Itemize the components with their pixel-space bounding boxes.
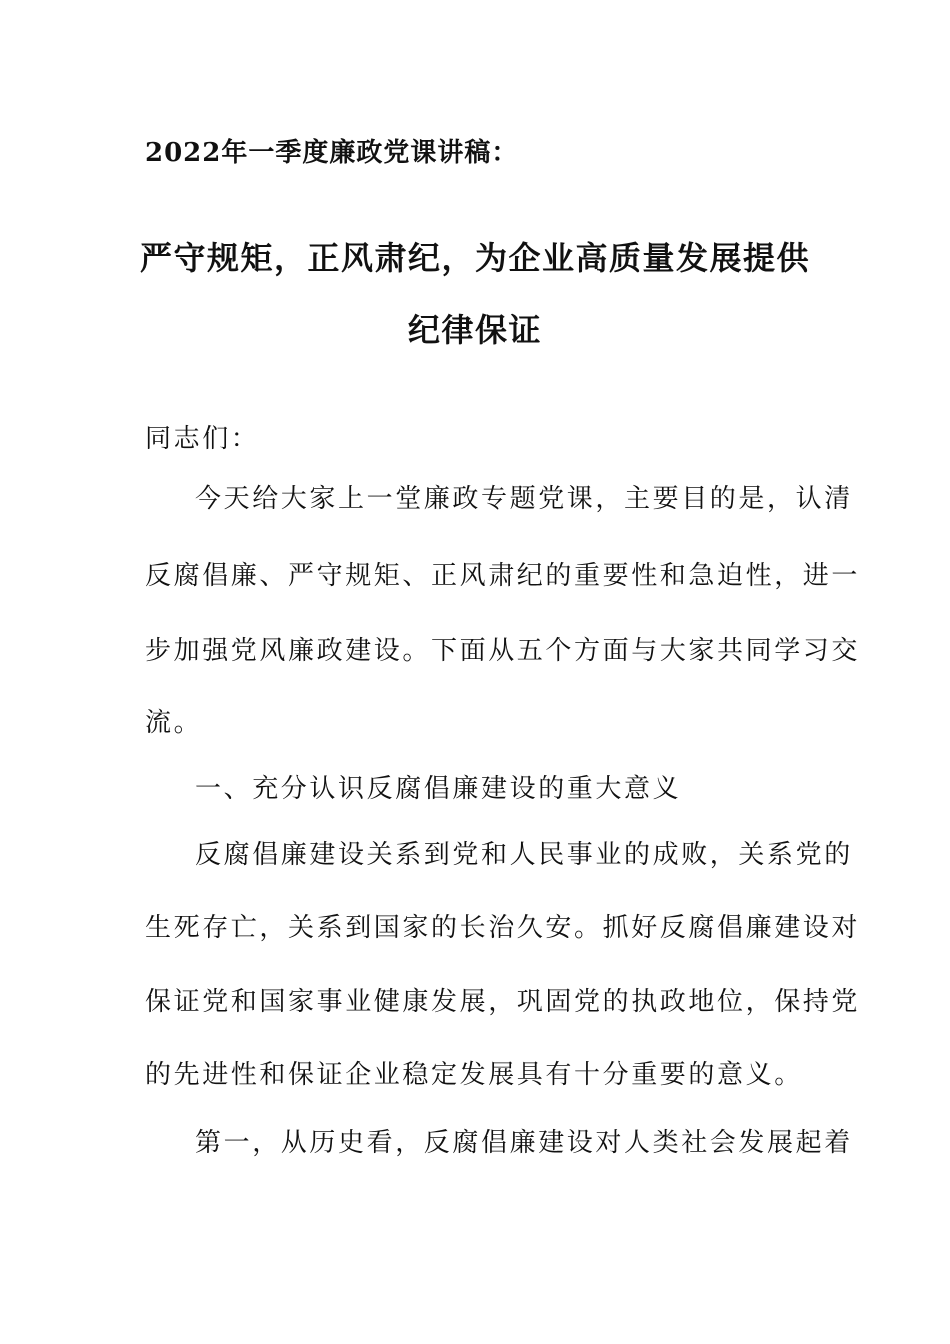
body-line: 第一，从历史看，反腐倡廉建设对人类社会发展起着: [195, 1128, 853, 1158]
document-title-line-2: 纪律保证: [407, 311, 542, 349]
body-line: 流。: [145, 708, 203, 738]
body-line: 今天给大家上一堂廉政专题党课，主要目的是，认清: [195, 484, 853, 514]
body-line: 的先进性和保证企业稳定发展具有十分重要的意义。: [145, 1060, 803, 1090]
document-title-line-1: 严守规矩，正风肃纪，为企业高质量发展提供: [139, 239, 810, 277]
body-line: 反腐倡廉建设关系到党和人民事业的成败，关系党的: [195, 840, 853, 870]
document-header: 2022年一季度廉政党课讲稿：: [145, 138, 519, 168]
body-line: 生死存亡，关系到国家的长治久安。抓好反腐倡廉建设对: [145, 913, 861, 943]
section-heading: 一、充分认识反腐倡廉建设的重大意义: [195, 774, 682, 804]
salutation: 同志们：: [145, 424, 260, 454]
body-line: 步加强党风廉政建设。下面从五个方面与大家共同学习交: [145, 636, 861, 666]
body-line: 保证党和国家事业健康发展，巩固党的执政地位，保持党: [145, 987, 861, 1017]
body-line: 反腐倡廉、严守规矩、正风肃纪的重要性和急迫性，进一: [145, 561, 861, 591]
